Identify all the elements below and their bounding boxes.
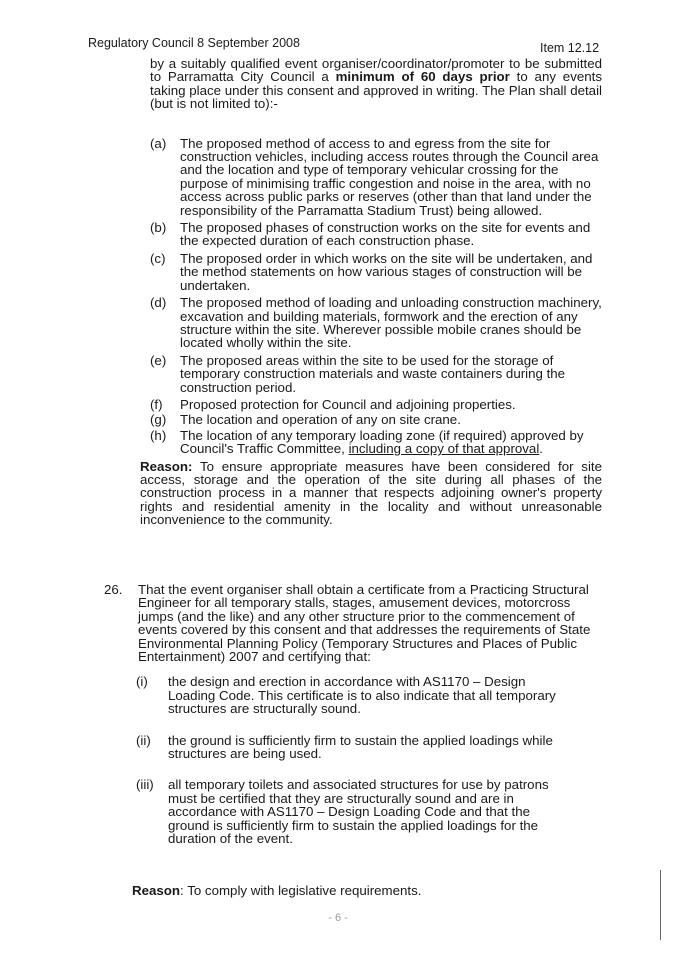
condition-26 (104, 583, 598, 846)
list-item-text: The location of any temporary loading zone (if required) approved by Council's Traffic Committee, (180, 427, 584, 457)
list-item-text: the ground is sufficiently firm to sustain the applied loadings while structures are being used. (168, 732, 553, 762)
list-item-text: The proposed method of access to and egress from the site for construction vehicles, including access routes through the Council area and the location and type of temporary vehicular crossing for the purpose of minimising traffic congestion and noise in the area, with no access across public parks or reserves (other than that land under the responsibility of the Parramatta Stadium Trust) being allowed. (180, 135, 599, 218)
list-item-text: Proposed protection for Council and adjoining properties. (180, 396, 516, 412)
reason-text: : To comply with legislative requirements. (180, 883, 422, 898)
plan-intro-paragraph (150, 57, 602, 111)
plan-requirements-list (150, 137, 602, 456)
reason-legislative (132, 883, 421, 898)
list-item (150, 137, 602, 217)
list-item-label: (e) (150, 352, 167, 368)
list-item-label: (ii) (136, 732, 151, 748)
list-item: (h) The location of any temporary loading zone (if required) approved by Council's Traffic Committee, including a copy of that approval. (150, 427, 584, 457)
underlined-approval-text: including a copy of that approval (348, 441, 540, 457)
list-item-label: (h) (150, 427, 167, 443)
header-meeting-title: Regulatory Council 8 September 2008 (88, 36, 300, 50)
conditions-section (140, 56, 602, 528)
list-item (150, 413, 602, 426)
list-item-text: The proposed phases of construction works on the site for events and the expected duration of each construction phase. (180, 220, 591, 249)
reason-text: To ensure appropriate measures have been considered for site access, storage and the operation of the site during all phases of the construction process in a manner that respects adjoining owner's property rights and residential amenity in the locality and without unreasonable inconvenience to the community. (140, 458, 602, 528)
intro-bold-deadline: minimum of 60 days prior (335, 69, 510, 85)
list-item-label: (iii) (136, 777, 154, 793)
page-number: - 6 - (328, 912, 348, 924)
list-item-text: all temporary toilets and associated structures for use by patrons must be certified that they are structurally sound and are in accordance with AS1170 – Design Loading Code and that the ground is sufficiently firm to sustain the applied loadings for the duration of the event. (168, 777, 549, 847)
intro-text-end: to any events taking place under this consent and approved in writing. The Plan shall detail (but is not limited to):- (150, 69, 602, 112)
list-item-label: (a) (150, 135, 167, 151)
list-item (104, 675, 560, 715)
header-item-number: Item 12.12 (540, 41, 600, 55)
list-item-text: The proposed areas within the site to be used for the storage of temporary construction materials and waste containers during the construction period. (180, 352, 566, 395)
list-item (104, 778, 560, 845)
reason-label: Reason (132, 883, 181, 898)
list-item-label: (d) (150, 295, 167, 311)
intro-text-start: by a suitably qualified event organiser/coordinator/promoter to be submitted to Parramatta City Council a (150, 56, 602, 85)
list-item (150, 296, 602, 350)
condition-26-text: That the event organiser shall obtain a certificate from a Practicing Structural Engineer for all temporary stalls, stages, amusement devices, motorcross jumps (and the like) and any other structure prior to the commencement of events covered by this consent and that addresses the requirements of State Environmental Planning Policy (Temporary Structures and Places of Public Entertainment) 2007 and certifying that: (138, 582, 591, 665)
list-item (150, 252, 602, 292)
list-item (150, 221, 602, 248)
list-item-label: (i) (136, 674, 148, 690)
list-item-text: The proposed order in which works on the site will be undertaken, and the method statements on how various stages of construction will be undertaken. (180, 250, 593, 293)
condition-number: 26. (104, 582, 123, 597)
certification-list (104, 675, 598, 845)
reason-paragraph (140, 460, 602, 527)
list-item (150, 398, 602, 411)
list-item-text: The proposed method of loading and unloading construction machinery, excavation and building materials, formwork and the erection of any structure within the site. Wherever possible mobile cranes should be located wholly within the site. (180, 295, 602, 351)
list-item-label: (b) (150, 220, 167, 236)
list-item-text: the design and erection in accordance with AS1170 – Design Loading Code. This certificate is to also indicate that all temporary structures are structurally sound. (168, 674, 556, 717)
list-item-label: (c) (150, 250, 166, 266)
reason-label: Reason: (140, 458, 193, 474)
list-item-label: (g) (150, 412, 167, 428)
list-item-text: The location and operation of any on site crane. (180, 412, 461, 428)
list-item (104, 734, 560, 761)
list-item-label: (f) (150, 396, 163, 412)
scan-edge-line (660, 870, 661, 940)
list-item (150, 354, 602, 394)
